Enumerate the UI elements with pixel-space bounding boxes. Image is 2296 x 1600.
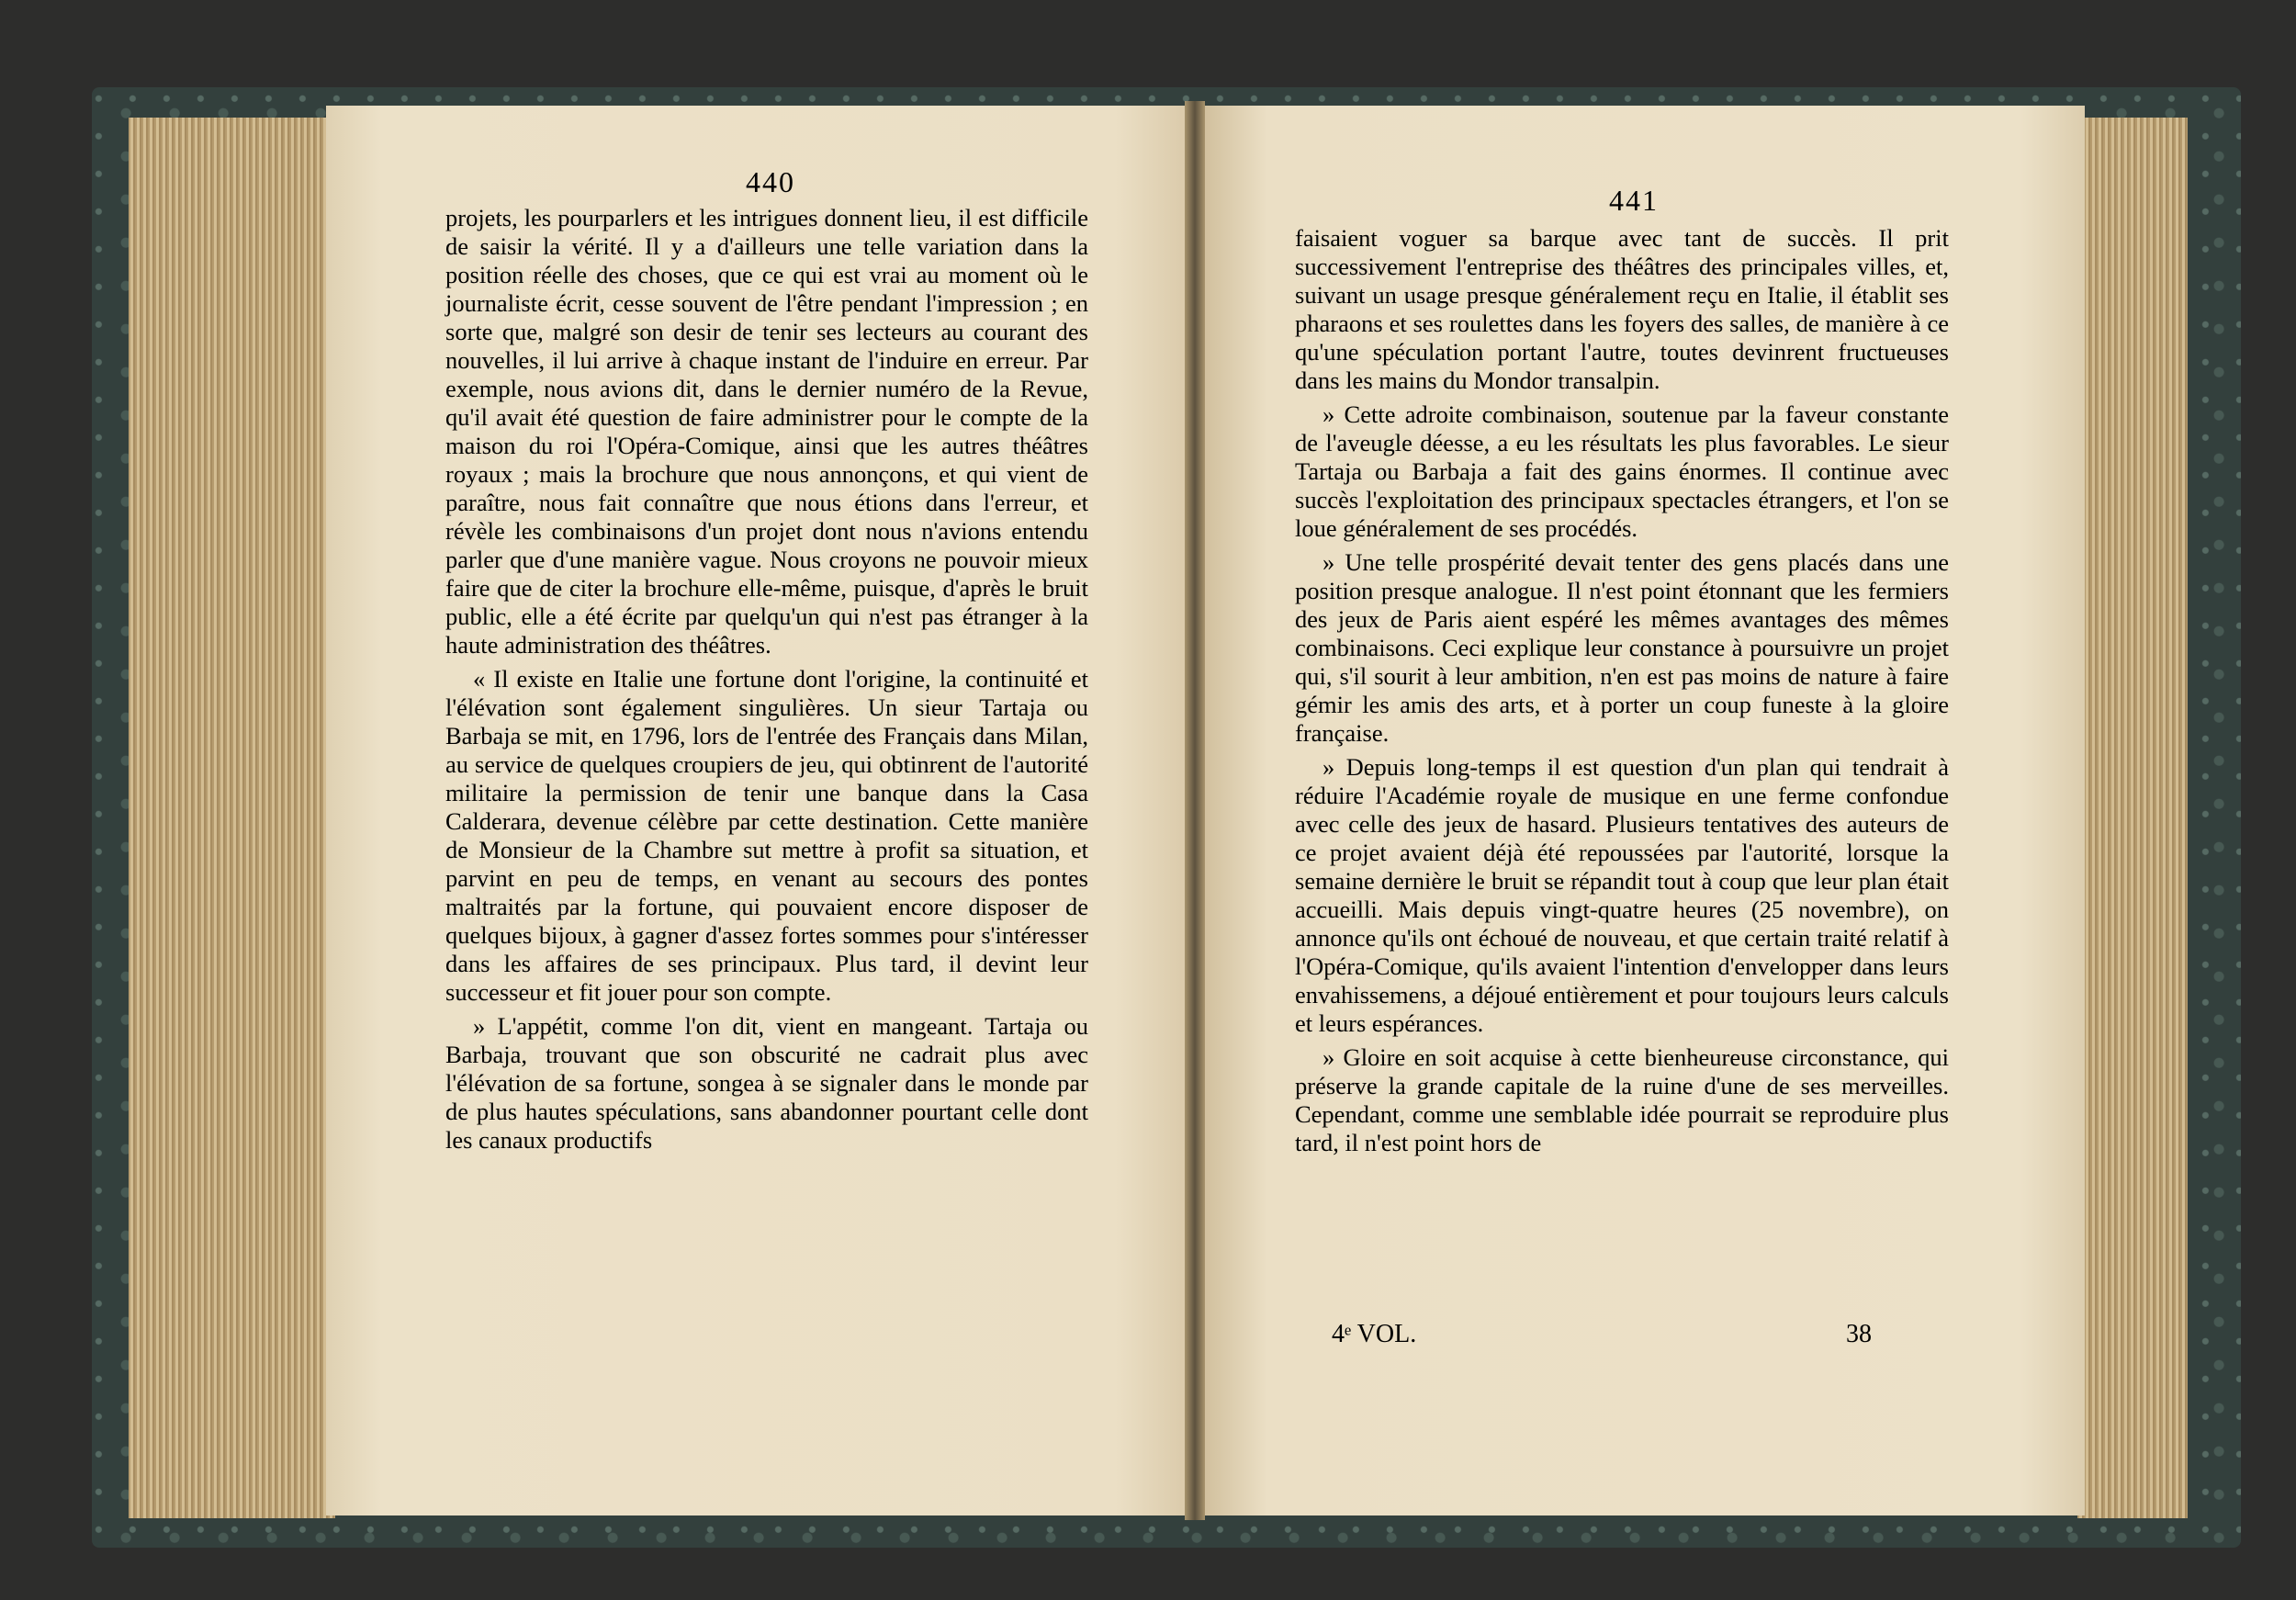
right-paragraph-5: » Gloire en soit acquise à cette bienheureuse circonstance, qui préserve la grande capitale de la ruine d'une de ses merveilles. Cependant, comme une semblable idée pourrait se reproduire plus tard, il n'est point hors de: [1295, 1043, 1949, 1156]
left-paragraph-2: « Il existe en Italie une fortune dont l'origine, la continuité et l'élévation sont également singulières. Un sieur Tartaja ou Barbaja se mit, en 1796, lors de l'entrée des Français dans Milan, au service de quelques croupiers de jeu, qui obtinrent de l'autorité militaire la permission de tenir une banque dans la Casa Calderara, devenue célèbre par cette destination. Cette manière de Monsieur de la Chambre sut mettre à profit sa situation, et parvint en peu de temps, en venant au secours des pontes maltraités par la fortune, qui pouvaient encore disposer de quelques bijoux, à gagner d'assez fortes sommes pour s'intéresser dans les affaires de ses principaux. Plus tard, il devint leur successeur et fit jouer pour son compte.: [445, 665, 1088, 1006]
right-paragraph-4: » Depuis long-temps il est question d'un plan qui tendrait à réduire l'Académie royale de musique en une ferme confondue avec celle des jeux de hasard. Plusieurs tentatives des auteurs de ce projet avaient déjà été repoussées par l'autorité, lorsque la semaine dernière le bruit se répandit tout à coup que leur plan était accueilli. Mais depuis vingt-quatre heures (25 novembre), on annonce qu'ils ont échoué de nouveau, et que certain traité relatif à l'Opéra-Comique, qu'ils avaient l'intention d'envelopper dans leurs envahissemens, a déjoué entièrement et pour toujours leurs calculs et leurs espérances.: [1295, 753, 1949, 1037]
signature-mark: 4ᵉ VOL.: [1332, 1320, 1417, 1348]
book-gutter: [1185, 101, 1205, 1520]
left-page-number: 440: [746, 165, 795, 198]
sheet-number: 38: [1846, 1320, 1872, 1348]
left-page-text: [445, 204, 1088, 1155]
right-paragraph-1: faisaient voguer sa barque avec tant de succès. Il prit successivement l'entreprise des théâtres des principales villes, et, suivant un usage presque généralement reçu en Italie, il établit ses pharaons et ses roulettes dans les foyers des salles, de manière à ce qu'une spéculation portant l'autre, toutes devinrent fructueuses dans les mains du Mondor transalpin.: [1295, 224, 1949, 394]
right-paragraph-2: » Cette adroite combinaison, soutenue par la faveur constante de l'aveugle déesse, a eu les résultats les plus favorables. Le sieur Tartaja ou Barbaja a fait des gains énormes. Il continue avec succès l'exploitation des principaux spectacles étrangers, et l'on se loue généralement de ses procédés.: [1295, 400, 1949, 542]
left-page-edges: [129, 118, 335, 1518]
right-page-text: [1295, 224, 1949, 1157]
right-paragraph-3: » Une telle prospérité devait tenter des gens placés dans une position presque analogue. Il n'est point étonnant que les fermiers des jeux de Paris aient espéré les mêmes avantages des mêmes combinaisons. Ceci explique leur constance à poursuivre un projet qui, s'il sourit à leur ambition, n'en est pas moins de nature à faire gémir les amis des arts, et à porter un coup funeste à la gloire française.: [1295, 548, 1949, 747]
left-paragraph-3: » L'appétit, comme l'on dit, vient en mangeant. Tartaja ou Barbaja, trouvant que son obscurité ne cadrait plus avec l'élévation de sa fortune, songea à se signaler dans le monde par de plus hautes spéculations, sans abandonner pourtant celle dont les canaux productifs: [445, 1012, 1088, 1154]
left-paragraph-1: projets, les pourparlers et les intrigues donnent lieu, il est difficile de saisir la vérité. Il y a d'ailleurs une telle variation dans la position réelle des choses, que ce qui est vrai au moment où le journaliste écrit, cesse souvent de l'être pendant l'impression ; en sorte que, malgré son desir de tenir ses lecteurs au courant des nouvelles, il lui arrive à chaque instant de l'induire en erreur. Par exemple, nous avions dit, dans le dernier numéro de la Revue, qu'il avait été question de faire administrer pour le compte de la maison du roi l'Opéra-Comique, ainsi que les autres théâtres royaux ; mais la brochure que nous annonçons, et qui vient de paraître, nous fait connaître que nous étions dans l'erreur, et révèle les combinaisons d'un projet dont nous n'avions entendu parler que d'une manière vague. Nous croyons ne pouvoir mieux faire que de citer la brochure elle-même, puisque, d'après le bruit public, elle a été écrite par quelqu'un qui n'est pas étranger à la haute administration des théâtres.: [445, 204, 1088, 659]
right-page-number: 441: [1609, 184, 1659, 217]
right-page-edges: [2077, 118, 2188, 1518]
